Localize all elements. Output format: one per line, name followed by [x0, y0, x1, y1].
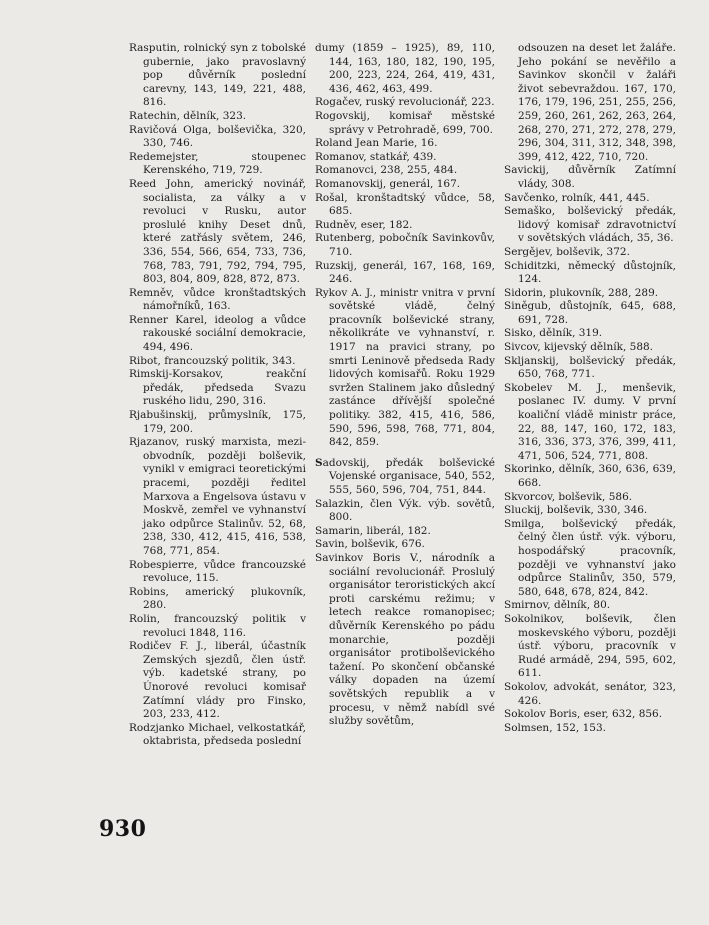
index-entry: Renner Karel, ideolog a vůdce rakouské sociální demokracie, 494, 496.: [129, 313, 306, 354]
index-entry: Sivcov, kijevský dělník, 588.: [504, 341, 654, 354]
page-number: 930: [99, 816, 147, 842]
index-entry: Rjabušinskij, průmyslník, 175, 179, 200.: [129, 409, 306, 435]
index-column-2: [315, 42, 495, 729]
index-entry: Reed John, americký novinář, socialista, za války a v revoluci v Rusku, autor proslulé knihy Deset dnů, které zatřásly světem, 246, 336, 554, 566, 654, 733, 736, 768, 783, 791, 792, 794, 795, 803, 804, 809, 828, 872, 873.: [129, 177, 306, 286]
index-entry: Rošal, kronštadtský vůdce, 58, 685.: [315, 191, 495, 218]
index-entry: Rjazanov, ruský marxista, mezi- obvodník, později bolševik, vynikl v emigraci teoretickými pracemi, později ředitel Marxova a Engelsova ústavu v Moskvě, zemřel ve vyhnanství jako odpůrce Stalinův. 52, 68, 238, 330, 412, 415, 416, 538, 768, 771, 854.: [129, 436, 306, 557]
index-entry: Rogačev, ruský revolucionář, 223.: [315, 96, 495, 109]
index-entry: Ravičová Olga, bolševička, 320, 330, 746.: [129, 123, 306, 150]
index-entry: Savinkov Boris V., národník a sociální revolucionář. Proslulý organisátor teroristických akcí proti carskému režimu; v letech reakce romanopisec; důvěrník Kerenského po pádu monarchie, později organisátor protibolševického tažení. Po skončení občanské války dopaden na území sovětských republik a v procesu, v němž nabídl své služby sovětům,: [315, 551, 495, 728]
index-entry: Smirnov, dělník, 80.: [504, 599, 611, 612]
index-entry: Skljanskij, bolševický předák, 650, 768, 771.: [504, 354, 676, 381]
index-entry: Robespierre, vůdce francouzské revoluce, 115.: [129, 558, 306, 585]
index-entry: Rolin, francouzský politik v revoluci 1848, 116.: [129, 612, 306, 639]
index-entry: Savin, bolševik, 676.: [315, 538, 425, 551]
index-entry: Romanovci, 238, 255, 484.: [315, 164, 458, 177]
index-entry: Semaško, bolševický předák, lidový komisař zdravotnictví v sovětských vládách, 35, 36.: [504, 205, 676, 245]
index-entry: Rutenberg, pobočník Savinkovův, 710.: [315, 232, 495, 258]
index-entry: Rimskij-Korsakov, reakční předák, předseda Svazu ruského lidu, 290, 316.: [129, 368, 306, 408]
index-entry: Rykov A. J., ministr vnitra v první sovětské vládě, čelný pracovník bolševické strany, několikráte ve vyhnanství, r. 1917 na pravici strany, po smrti Leninově předseda Rady lidových komisařů. Roku 1929 svržen Stalinem jako důsledný zastánce dřívější společné politiky. 382, 415, 416, 586, 590, 596, 598, 768, 771, 804, 842, 859.: [315, 286, 495, 449]
index-entry: Skorinko, dělník, 360, 636, 639, 668.: [504, 463, 676, 489]
index-entry: Roland Jean Marie, 16.: [315, 137, 438, 150]
index-entry: Salazkin, člen Výk. výb. sovětů, 800.: [315, 497, 495, 524]
index-entry: Smilga, bolševický předák, čelný člen ústř. výk. výboru, hospodářský pracovník, později ve vyhnanství jako odpůrce Stalinův, 350, 579, 580, 648, 678, 824, 842.: [504, 517, 676, 598]
index-entry: Rodzjanko Michael, velkostatkář, oktabrista, předseda poslední: [129, 721, 306, 748]
index-entry: Savčenko, rolník, 441, 445.: [504, 191, 650, 204]
index-entry: dumy (1859 – 1925), 89, 110, 144, 163, 180, 182, 190, 195, 200, 223, 224, 264, 419, 431, 436, 462, 463, 499.: [315, 42, 495, 95]
index-entry: Solmsen, 152, 153.: [504, 721, 606, 734]
index-entry: Sluckij, bolševik, 330, 346.: [504, 504, 648, 517]
index-entry: Sergějev, bolševik, 372.: [504, 245, 630, 258]
index-entry: Sidorin, plukovník, 288, 289.: [504, 286, 659, 299]
index-entry: Robins, americký plukovník, 280.: [129, 585, 306, 612]
index-entry: Romanov, statkář, 439.: [315, 150, 437, 163]
index-entry-continued: odsouzen na deset let žaláře. Jeho pokání se nevěřilo a Savinkov skončil v žaláři život sebevraždou. 167, 170, 176, 179, 196, 251, 255, 256, 259, 260, 261, 262, 263, 264, 268, 270, 271, 272, 278, 279, 296, 304, 311, 312, 348, 398, 399, 412, 422, 710, 720.: [518, 42, 676, 163]
index-column-1: [129, 42, 306, 749]
index-entry: Remněv, vůdce kronštadtských námořníků, 163.: [129, 286, 306, 313]
index-entry: Sokolov, advokát, senátor, 323, 426.: [504, 680, 676, 707]
index-column-3: [504, 42, 676, 735]
index-entry: Skobelev M. J., menševik, poslanec IV. dumy. V první koaliční vládě ministr práce, 22, 88, 147, 160, 172, 183, 316, 336, 373, 376, 399, 411, 471, 506, 524, 771, 808.: [504, 381, 676, 462]
index-entry: Samarin, liberál, 182.: [315, 524, 431, 537]
index-entry: Schiditzki, německý důstojník, 124.: [504, 259, 676, 286]
index-entry-section-start: Sadovskij, předák bolševické Vojenské organisace, 540, 552, 555, 560, 596, 704, 751, 844.: [315, 456, 495, 496]
index-entry: Ruzskij, generál, 167, 168, 169, 246.: [315, 259, 495, 286]
index-entry: Ribot, francouzský politik, 343.: [129, 354, 296, 367]
index-entry: Rasputin, rolnický syn z tobolské gubernie, jako pravoslavný pop důvěrník poslední carevny, 143, 149, 221, 488, 816.: [129, 42, 306, 109]
index-entry: Rodičev F. J., liberál, účastník Zemských sjezdů, člen ústř. výb. kadetské strany, po Únorové revoluci komisař Zatímní vlády pro Finsko, 203, 233, 412.: [129, 640, 306, 721]
index-entry: Sisko, dělník, 319.: [504, 327, 603, 340]
index-entry: Savickij, důvěrník Zatímní vlády, 308.: [504, 164, 676, 190]
index-entry: Ratechin, dělník, 323.: [129, 109, 247, 122]
index-entry: Sokolnikov, bolševik, člen moskevského výboru, později ústř. výboru, pracovník v Rudé armádě, 294, 595, 602, 611.: [504, 612, 676, 680]
index-entry: Redemejster, stoupenec Kerenského, 719, 729.: [129, 150, 306, 177]
index-entry: Skvorcov, bolševik, 586.: [504, 490, 633, 503]
index-entry: Rudněv, eser, 182.: [315, 218, 413, 231]
index-entry: Rogovskij, komisař městské správy v Petrohradě, 699, 700.: [315, 109, 495, 136]
index-entry: Sokolov Boris, eser, 632, 856.: [504, 708, 663, 721]
index-entry: Romanovskij, generál, 167.: [315, 177, 461, 190]
index-entry: Siněgub, důstojník, 645, 688, 691, 728.: [504, 300, 676, 326]
